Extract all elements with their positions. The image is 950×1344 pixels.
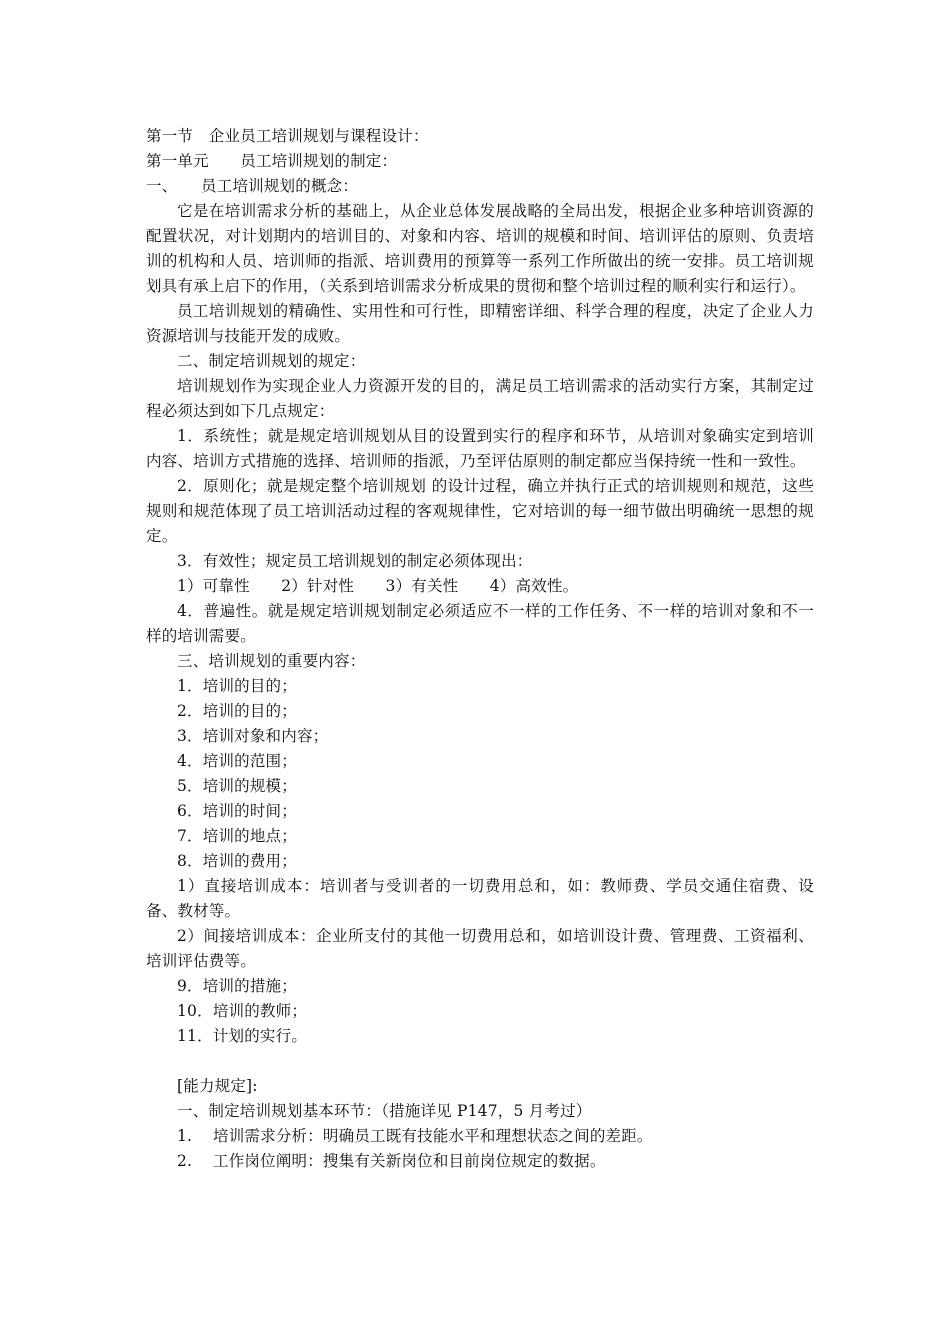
document-body [146, 124, 814, 1174]
content-heading: 三、培训规划的重要内容： [177, 652, 366, 670]
rule-2-paragraph: 2．原则化；就是规定整个培训规划 的设计过程，确立并执行正式的培训规则和规范，这些规则和规范体现了员工培训活动过程的客观规律性，它对培训的每一细节做出明确统一思想的规定。 [146, 477, 814, 545]
content-item: 7．培训的地点； [177, 827, 297, 845]
content-item: 8．培训的费用； [177, 852, 297, 870]
rule-4-paragraph: 4．普遍性。就是规定培训规划制定必须适应不一样的工作任务、不一样的培训对象和不一样的培训需要。 [146, 602, 814, 645]
section-heading: 第一节 企业员工培训规划与课程设计： [146, 127, 429, 145]
rules-intro-paragraph: 培训规划作为实现企业人力资源开发的目的，满足员工培训需求的活动实行方案，其制定过程必须达到如下几点规定： [146, 377, 814, 420]
content-item: 2．培训的目的； [177, 702, 297, 720]
indirect-cost-paragraph: 2）间接培训成本：企业所支付的其他一切费用总和，如培训设计费、管理费、工资福利、培训评估费等。 [146, 927, 814, 970]
concept-paragraph-1: 它是在培训需求分析的基础上，从企业总体发展战略的全局出发，根据企业多种培训资源的配置状况，对计划期内的培训目的、对象和内容、培训的规模和时间、培训评估的原则、负责培训的机构和人员、培训师的指派、培训费用的预算等一系列工作所做出的统一安排。员工培训规划具有承上启下的作用，（关系到培训需求分析成果的贯彻和整个培训过程的顺利实行和运行）。 [146, 202, 814, 295]
rule-1-paragraph: 1．系统性；就是规定培训规划从目的设置到实行的程序和环节，从培训对象确实定到培训内容、培训方式措施的选择、培训师的指派，乃至评估原则的制定都应当保持统一性和一致性。 [146, 427, 814, 470]
steps-heading: 一、制定培训规划基本环节：（措施详见 P147，5 月考过） [177, 1102, 592, 1120]
content-item: 5．培训的规模； [177, 777, 297, 795]
step-2: 2. 工作岗位阐明：搜集有关新岗位和目前岗位规定的数据。 [177, 1152, 606, 1170]
rule-3-line: 3．有效性；规定员工培训规划的制定必须体现出： [177, 552, 533, 570]
concept-heading: 一、 员工培训规划的概念： [146, 177, 359, 195]
unit-heading: 第一单元 员工培训规划的制定： [146, 152, 398, 170]
content-item: 9．培训的措施； [177, 977, 297, 995]
blank-line [146, 1049, 814, 1074]
rules-heading: 二、制定培训规划的规定： [177, 352, 366, 370]
content-item: 3．培训对象和内容； [177, 727, 329, 745]
content-item: 6．培训的时间； [177, 802, 297, 820]
content-item: 10．培训的教师； [177, 1002, 308, 1020]
content-item: 11．计划的实行。 [177, 1027, 308, 1045]
step-1: 1. 培训需求分析：明确员工既有技能水平和理想状态之间的差距。 [177, 1127, 653, 1145]
content-item: 4．培训的范围； [177, 752, 297, 770]
ability-heading: [能力规定]: [177, 1077, 258, 1095]
content-item: 1．培训的目的； [177, 677, 297, 695]
direct-cost-paragraph: 1）直接培训成本：培训者与受训者的一切费用总和，如：教师费、学员交通住宿费、设备、教材等。 [146, 877, 814, 920]
rule-3-items: 1）可靠性 2）针对性 3）有关性 4）高效性。 [177, 577, 579, 595]
concept-paragraph-2: 员工培训规划的精确性、实用性和可行性，即精密详细、科学合理的程度，决定了企业人力资源培训与技能开发的成败。 [146, 302, 814, 345]
